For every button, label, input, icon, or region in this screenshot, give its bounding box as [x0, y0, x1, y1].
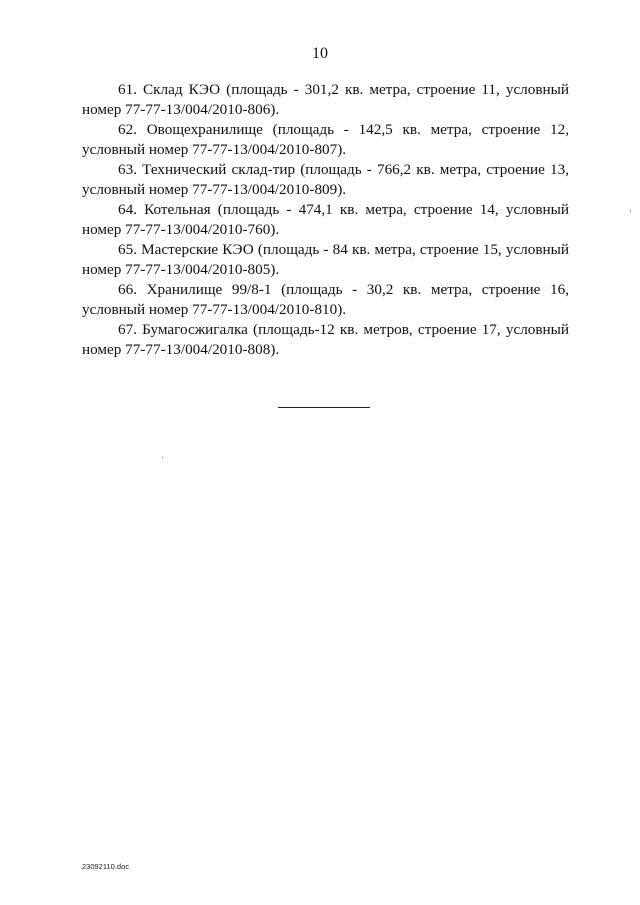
list-item: 61. Склад КЭО (площадь - 301,2 кв. метра, строение 11, условный номер 77-77-13/004/2010-806).	[82, 81, 569, 118]
list-item: 64. Котельная (площадь - 474,1 кв. метра, строение 14, условный номер 77-77-13/004/2010-760).	[82, 201, 569, 238]
list-item: 65. Мастерские КЭО (площадь - 84 кв. метра, строение 15, условный номер 77-77-13/004/2010-805).	[82, 241, 569, 278]
scan-speck	[162, 457, 163, 458]
page-number: 10	[312, 45, 328, 62]
scan-speck	[630, 210, 631, 212]
list-item: 67. Бумагосжигалка (площадь-12 кв. метров, строение 17, условный номер 77-77-13/004/2010-808).	[82, 321, 569, 358]
end-separator-line	[278, 407, 370, 408]
footer-filename: 23092110.doc	[82, 862, 129, 871]
list-item: 63. Технический склад-тир (площадь - 766,2 кв. метра, строение 13, условный номер 77-77-13/004/2010-809).	[82, 161, 569, 198]
property-list	[82, 80, 569, 360]
list-item: 62. Овощехранилище (площадь - 142,5 кв. метра, строение 12, условный номер 77-77-13/004/2010-807).	[82, 121, 569, 158]
list-item: 66. Хранилище 99/8-1 (площадь - 30,2 кв. метра, строение 16, условный номер 77-77-13/004/2010-810).	[82, 281, 569, 318]
